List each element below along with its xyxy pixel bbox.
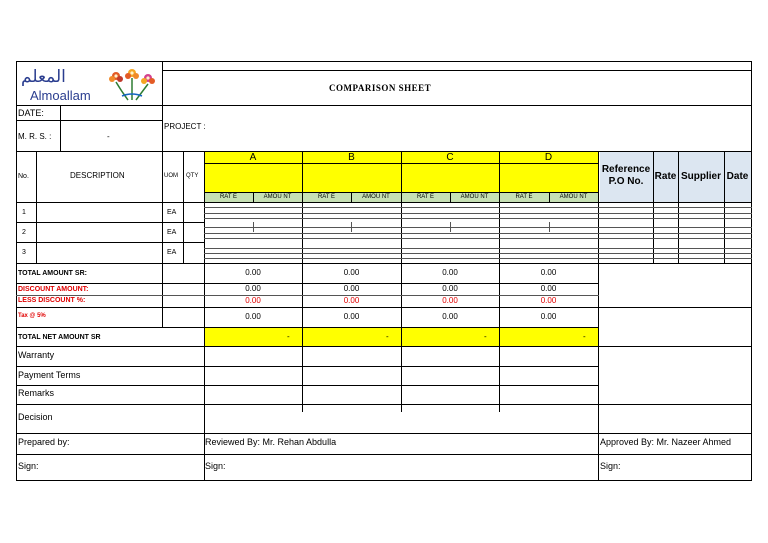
- mrs-value: -: [107, 132, 110, 141]
- supplier-header: Supplier: [680, 171, 721, 182]
- logo-latin-text: Almoallam: [30, 88, 91, 103]
- prepared-sign-label: Sign:: [18, 461, 39, 471]
- logo-arabic-text: المعلم: [21, 67, 66, 87]
- mrs-label: M. R. S. :: [18, 132, 52, 141]
- item-uom-2: EA: [167, 229, 177, 236]
- discount-value-c: 0.00: [442, 284, 458, 293]
- total-value-a: 0.00: [245, 268, 261, 277]
- net-value-b: -: [386, 332, 389, 341]
- approved-by-label: Approved By: Mr. Nazeer Ahmed: [600, 437, 732, 447]
- tax-value-b: 0.00: [343, 312, 360, 321]
- discount-amount-label: DISCOUNT AMOUNT:: [18, 286, 89, 293]
- discount-value-b: 0.00: [343, 284, 360, 293]
- less-discount-value-b: 0.00: [343, 296, 360, 305]
- date-header: Date: [726, 171, 749, 182]
- less-discount-value-a: 0.00: [245, 296, 261, 305]
- prepared-by-label: Prepared by:: [18, 437, 70, 447]
- total-value-c: 0.00: [442, 268, 458, 277]
- net-value-c: -: [484, 332, 487, 341]
- header-no: No.: [18, 173, 29, 180]
- tax-value-c: 0.00: [442, 312, 458, 321]
- company-logo: [18, 64, 160, 104]
- date-label: DATE:: [18, 108, 44, 118]
- vendor-b-header: B: [348, 152, 355, 163]
- rate-label-c: RAT E: [416, 194, 435, 200]
- reviewed-by-label: Reviewed By: Mr. Rehan Abdulla: [205, 437, 337, 447]
- tax-label: Tax @ 5%: [18, 313, 46, 319]
- rate-header: Rate: [654, 171, 677, 182]
- reference-po-header: Reference P.O No.: [601, 164, 651, 187]
- discount-value-a: 0.00: [245, 284, 261, 293]
- rate-label-d: RAT E: [515, 194, 533, 200]
- payment-terms-label: Payment Terms: [18, 370, 81, 380]
- approved-sign-label: Sign:: [600, 461, 621, 471]
- project-label: PROJECT :: [164, 122, 206, 131]
- tax-value-a: 0.00: [245, 312, 261, 321]
- remarks-label: Remarks: [18, 388, 55, 398]
- item-no-2: 2: [22, 229, 26, 236]
- total-amount-label: TOTAL AMOUNT SR:: [18, 270, 87, 277]
- item-uom-3: EA: [167, 249, 177, 256]
- less-discount-value-c: 0.00: [442, 296, 458, 305]
- amount-label-d: AMOU NT: [559, 194, 588, 200]
- net-value-d: -: [583, 332, 586, 341]
- total-value-d: 0.00: [540, 268, 557, 277]
- less-discount-value-d: 0.00: [540, 296, 557, 305]
- net-value-a: -: [287, 332, 290, 341]
- item-no-3: 3: [22, 249, 26, 256]
- header-qty: QTY: [186, 173, 199, 179]
- vendor-a-header: A: [249, 152, 257, 163]
- net-amount-label: TOTAL NET AMOUNT SR: [18, 334, 101, 341]
- net-amount-fill: [205, 328, 599, 346]
- amount-label-b: AMOU NT: [362, 194, 390, 200]
- tax-value-d: 0.00: [540, 312, 557, 321]
- item-no-1: 1: [22, 209, 26, 216]
- flower-logo-icon: [104, 66, 160, 104]
- page-title: COMPARISON SHEET: [329, 83, 432, 93]
- reviewed-sign-label: Sign:: [205, 461, 226, 471]
- vendor-c-header: C: [446, 152, 454, 163]
- less-discount-label: LESS DISCOUNT %:: [18, 297, 86, 304]
- discount-value-d: 0.00: [540, 284, 557, 293]
- decision-label: Decision: [18, 412, 53, 422]
- rate-label-b: RAT E: [317, 194, 336, 200]
- rate-label-a: RAT E: [219, 194, 238, 200]
- amount-label-a: AMOU NT: [263, 194, 292, 200]
- vendor-d-header: D: [544, 152, 553, 163]
- total-value-b: 0.00: [343, 268, 360, 277]
- item-uom-1: EA: [167, 209, 177, 216]
- header-uom: UOM: [164, 173, 178, 179]
- amount-label-c: AMOU NT: [460, 194, 489, 200]
- warranty-label: Warranty: [18, 350, 55, 360]
- header-description: DESCRIPTION: [70, 171, 125, 180]
